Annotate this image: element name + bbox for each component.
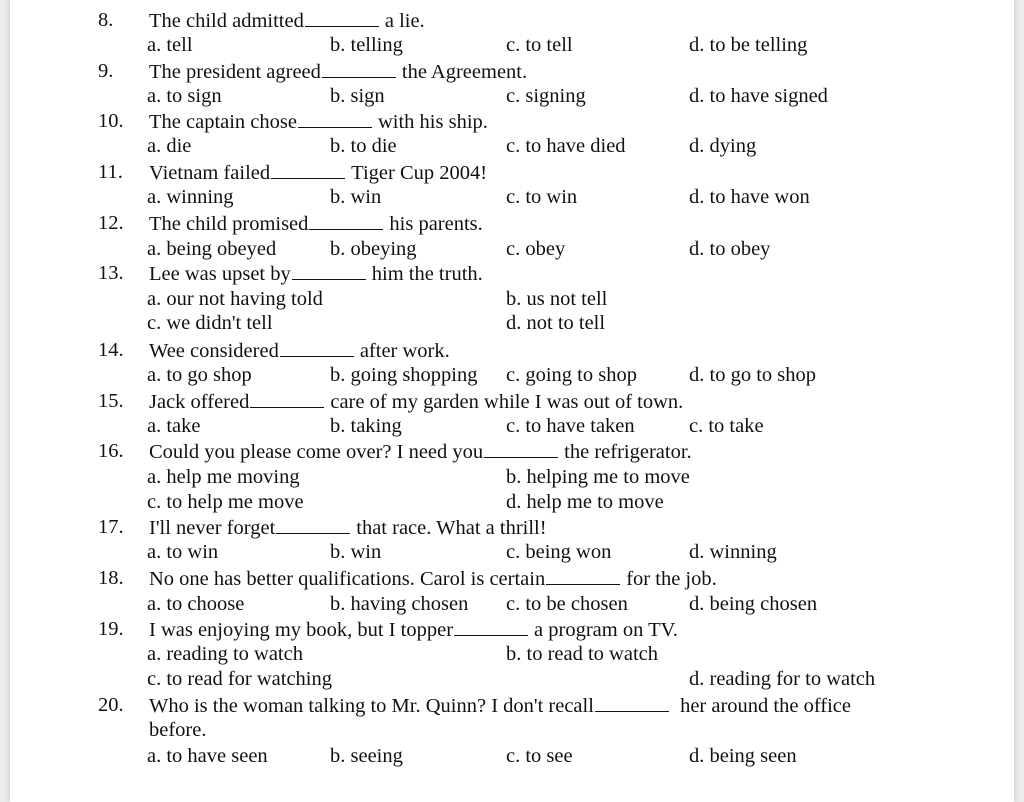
option-c: c. to see xyxy=(506,745,573,767)
question-text: Could you please come over? I need you the refrigerator. xyxy=(149,441,692,463)
answer-blank xyxy=(309,211,383,230)
option-c: c. being won xyxy=(506,541,612,563)
option-b: b. seeing xyxy=(330,745,403,767)
option-d: c. to take xyxy=(689,415,764,437)
option-a: a. to go shop xyxy=(147,364,252,386)
answer-blank xyxy=(595,693,669,712)
option-c: c. to have taken xyxy=(506,415,635,437)
question-text: The captain chose with his ship. xyxy=(149,111,488,133)
option-b: b. win xyxy=(330,186,382,208)
option-b: b. going shopping xyxy=(330,364,478,386)
option-b: b. telling xyxy=(330,34,403,56)
question-number: 10. xyxy=(98,110,124,132)
option-a: a. to have seen xyxy=(147,745,268,767)
option-b: b. obeying xyxy=(330,238,417,260)
option-c: c. to tell xyxy=(506,34,573,56)
option-c: c. to help me move xyxy=(147,491,304,513)
option-d: d. winning xyxy=(689,541,777,563)
option-b: b. to read to watch xyxy=(506,643,658,665)
option-a: a. winning xyxy=(147,186,234,208)
option-c: c. to be chosen xyxy=(506,593,628,615)
question-text: No one has better qualifications. Carol is certain for the job. xyxy=(149,568,717,590)
option-d: d. being chosen xyxy=(689,593,818,615)
option-c: c. signing xyxy=(506,85,586,107)
question-number: 19. xyxy=(98,618,124,640)
question-number: 9. xyxy=(98,60,114,82)
option-c: c. going to shop xyxy=(506,364,637,386)
option-b: b. helping me to move xyxy=(506,466,690,488)
question-number: 20. xyxy=(98,694,124,716)
option-a: a. to sign xyxy=(147,85,222,107)
option-a: a. our not having told xyxy=(147,288,323,310)
option-a: a. die xyxy=(147,135,192,157)
answer-blank xyxy=(298,109,372,128)
answer-blank xyxy=(292,261,366,280)
question-number: 16. xyxy=(98,440,124,462)
question-text: The child promised his parents. xyxy=(149,213,483,235)
option-a: a. reading to watch xyxy=(147,643,303,665)
question-number: 15. xyxy=(98,390,124,412)
question-text-continued: before. xyxy=(149,719,207,741)
question-number: 17. xyxy=(98,516,124,538)
option-d: d. to have signed xyxy=(689,85,828,107)
worksheet-page xyxy=(10,0,1014,802)
option-d: d. to be telling xyxy=(689,34,808,56)
question-text: The president agreed the Agreement. xyxy=(149,61,528,83)
option-b: b. having chosen xyxy=(330,593,469,615)
answer-blank xyxy=(280,338,354,357)
question-text: Jack offered care of my garden while I was out of town. xyxy=(149,391,684,413)
question-text: The child admitted a lie. xyxy=(149,10,425,32)
option-c: c. obey xyxy=(506,238,566,260)
option-d: d. to obey xyxy=(689,238,771,260)
option-d: d. to have won xyxy=(689,186,810,208)
option-a: a. to win xyxy=(147,541,219,563)
option-b: b. taking xyxy=(330,415,402,437)
option-c: c. to read for watching xyxy=(147,668,332,690)
question-text: Wee considered after work. xyxy=(149,340,450,362)
question-text: I was enjoying my book, but I topper a program on TV. xyxy=(149,619,678,641)
question-text: Who is the woman talking to Mr. Quinn? I don't recall her around the office xyxy=(149,695,852,717)
option-a: a. being obeyed xyxy=(147,238,277,260)
question-number: 14. xyxy=(98,339,124,361)
option-a: a. tell xyxy=(147,34,193,56)
answer-blank xyxy=(305,8,379,27)
option-b: b. sign xyxy=(330,85,385,107)
option-b: b. us not tell xyxy=(506,288,608,310)
option-d: d. dying xyxy=(689,135,757,157)
question-number: 12. xyxy=(98,212,124,234)
question-text: Lee was upset by him the truth. xyxy=(149,263,483,285)
question-number: 11. xyxy=(98,161,123,183)
question-number: 18. xyxy=(98,567,124,589)
option-b: b. to die xyxy=(330,135,397,157)
option-d: d. help me to move xyxy=(506,491,664,513)
option-d: d. to go to shop xyxy=(689,364,816,386)
cut-off-text xyxy=(410,0,415,7)
option-c: c. we didn't tell xyxy=(147,312,273,334)
answer-blank xyxy=(276,515,350,534)
answer-blank xyxy=(484,439,558,458)
option-d: d. reading for to watch xyxy=(689,668,876,690)
option-d: d. being seen xyxy=(689,745,797,767)
option-d: d. not to tell xyxy=(506,312,606,334)
question-number: 13. xyxy=(98,262,124,284)
option-c: c. to win xyxy=(506,186,578,208)
answer-blank xyxy=(454,617,528,636)
option-a: a. help me moving xyxy=(147,466,300,488)
question-number: 8. xyxy=(98,9,114,31)
question-text: I'll never forget that race. What a thrill! xyxy=(149,517,547,539)
option-c: c. to have died xyxy=(506,135,626,157)
answer-blank xyxy=(271,160,345,179)
answer-blank xyxy=(546,566,620,585)
question-text: Vietnam failed Tiger Cup 2004! xyxy=(149,162,488,184)
answer-blank xyxy=(322,59,396,78)
option-a: a. to choose xyxy=(147,593,245,615)
answer-blank xyxy=(250,389,324,408)
option-b: b. win xyxy=(330,541,382,563)
option-a: a. take xyxy=(147,415,201,437)
